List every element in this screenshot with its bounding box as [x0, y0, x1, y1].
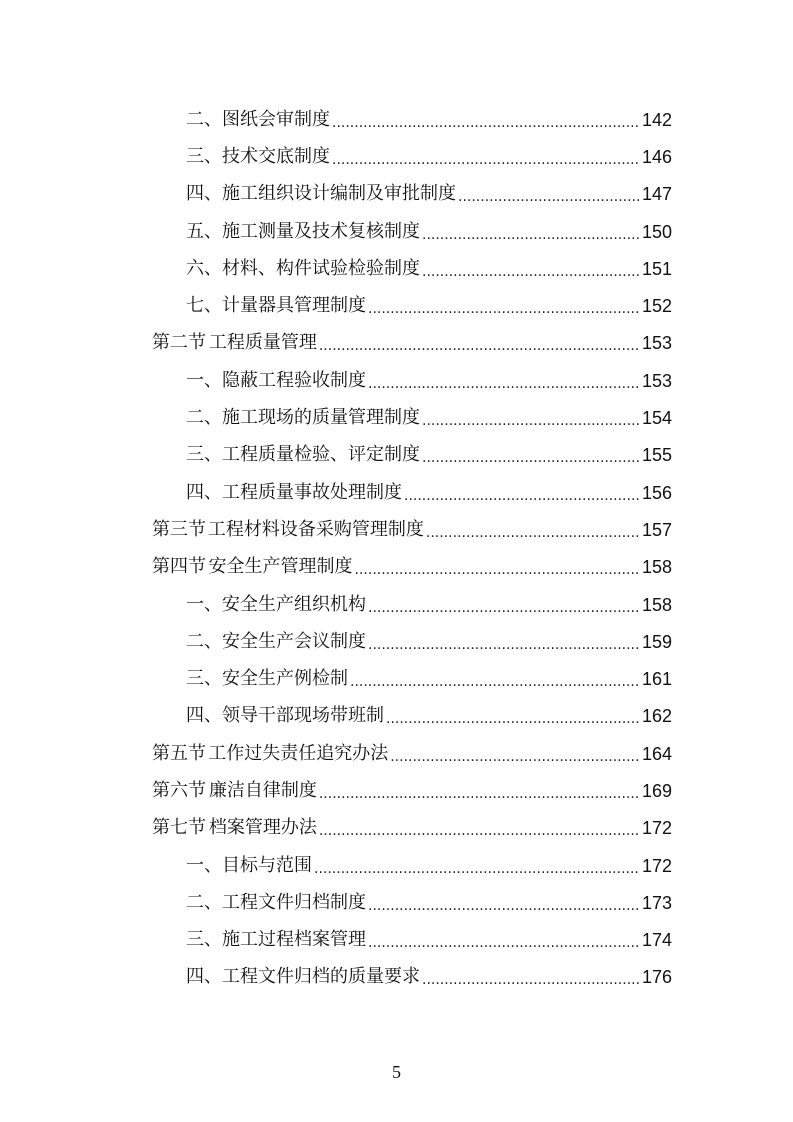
toc-subsection-entry[interactable] — [152, 847, 672, 884]
toc-subsection-entry[interactable] — [152, 474, 672, 511]
toc-subsection-entry[interactable] — [152, 176, 672, 213]
toc-entry-number: 第六节 — [152, 779, 206, 801]
toc-subsection-entry[interactable] — [152, 922, 672, 959]
toc-entry-title: 技术交底制度 — [222, 145, 330, 167]
toc-entry-title: 工程质量管理 — [208, 332, 317, 354]
toc-entry-page: 172 — [641, 855, 672, 876]
toc-entry-page: 147 — [641, 184, 672, 205]
toc-dot-leader — [368, 601, 640, 615]
toc-entry-number: 二、 — [186, 407, 222, 429]
toc-entry-title: 工程材料设备采购管理制度 — [207, 518, 424, 540]
toc-entry-number: 一、 — [186, 593, 222, 615]
toc-dot-leader — [368, 936, 640, 950]
toc-entry-title: 施工现场的质量管理制度 — [222, 407, 420, 429]
toc-dot-leader — [368, 377, 640, 391]
toc-entry-title: 安全生产组织机构 — [222, 593, 366, 615]
toc-section-entry[interactable] — [152, 325, 672, 362]
toc-entry-number: 四、 — [186, 481, 222, 503]
toc-dot-leader — [404, 489, 640, 503]
toc-subsection-entry[interactable] — [152, 362, 672, 399]
toc-entry-title: 目标与范围 — [222, 854, 312, 876]
toc-entry-title: 计量器具管理制度 — [222, 295, 366, 317]
toc-section-entry[interactable] — [152, 511, 672, 548]
toc-entry-title: 领导干部现场带班制 — [222, 705, 384, 727]
toc-dot-leader — [422, 228, 640, 242]
toc-entry-page: 176 — [641, 967, 672, 988]
toc-entry-page: 146 — [641, 146, 672, 167]
toc-dot-leader — [422, 451, 640, 465]
toc-entry-page: 151 — [641, 258, 672, 279]
toc-entry-page: 155 — [641, 445, 672, 466]
toc-entry-title: 工作过失责任追究办法 — [208, 742, 389, 764]
toc-subsection-entry[interactable] — [152, 623, 672, 660]
toc-entry-number: 第七节 — [152, 817, 206, 839]
toc-entry-number: 第五节 — [152, 742, 206, 764]
toc-entry-page: 158 — [641, 557, 672, 578]
toc-entry-number: 四、 — [186, 966, 222, 988]
toc-entry-page: 152 — [641, 296, 672, 317]
toc-dot-leader — [422, 414, 640, 428]
toc-entry-number: 三、 — [186, 145, 222, 167]
toc-dot-leader — [355, 563, 640, 577]
toc-subsection-entry[interactable] — [152, 138, 672, 175]
toc-subsection-entry[interactable] — [152, 287, 672, 324]
toc-dot-leader — [319, 787, 640, 801]
toc-entry-title: 安全生产例检制 — [222, 668, 348, 690]
toc-entry-number: 二、 — [186, 891, 222, 913]
toc-entry-page: 162 — [641, 706, 672, 727]
toc-entry-title: 施工测量及技术复核制度 — [222, 220, 420, 242]
toc-dot-leader — [390, 750, 640, 764]
toc-dot-leader — [426, 526, 640, 540]
toc-subsection-entry[interactable] — [152, 959, 672, 996]
toc-subsection-entry[interactable] — [152, 101, 672, 138]
toc-entry-number: 三、 — [186, 929, 222, 951]
toc-entry-title: 工程质量事故处理制度 — [222, 481, 402, 503]
toc-dot-leader — [332, 153, 640, 167]
toc-entry-page: 142 — [641, 109, 672, 130]
toc-dot-leader — [368, 302, 640, 316]
toc-dot-leader — [422, 265, 640, 279]
table-of-contents — [152, 101, 672, 996]
toc-entry-number: 第三节 — [152, 518, 206, 540]
toc-dot-leader — [422, 973, 640, 987]
toc-entry-title: 隐蔽工程验收制度 — [222, 369, 366, 391]
toc-subsection-entry[interactable] — [152, 213, 672, 250]
toc-dot-leader — [319, 339, 640, 353]
toc-entry-title: 安全生产管理制度 — [208, 556, 353, 578]
toc-entry-page: 169 — [641, 780, 672, 801]
toc-dot-leader — [386, 712, 640, 726]
toc-entry-page: 157 — [641, 519, 672, 540]
toc-dot-leader — [332, 116, 640, 130]
toc-subsection-entry[interactable] — [152, 884, 672, 921]
toc-entry-number: 二、 — [186, 630, 222, 652]
toc-entry-page: 164 — [641, 743, 672, 764]
toc-subsection-entry[interactable] — [152, 437, 672, 474]
toc-entry-page: 159 — [641, 631, 672, 652]
toc-entry-number: 七、 — [186, 295, 222, 317]
toc-entry-title: 工程文件归档制度 — [222, 891, 366, 913]
toc-subsection-entry[interactable] — [152, 660, 672, 697]
toc-entry-number: 六、 — [186, 257, 222, 279]
toc-entry-title: 工程文件归档的质量要求 — [222, 966, 420, 988]
toc-entry-number: 五、 — [186, 220, 222, 242]
toc-entry-number: 三、 — [186, 444, 222, 466]
toc-entry-number: 四、 — [186, 183, 222, 205]
toc-entry-page: 153 — [641, 333, 672, 354]
toc-entry-number: 二、 — [186, 108, 222, 130]
toc-dot-leader — [458, 190, 640, 204]
page-number: 5 — [392, 1062, 401, 1082]
toc-dot-leader — [368, 638, 640, 652]
toc-section-entry[interactable] — [152, 810, 672, 847]
toc-entry-title: 材料、构件试验检验制度 — [222, 257, 420, 279]
toc-entry-title: 图纸会审制度 — [222, 108, 330, 130]
toc-dot-leader — [319, 824, 640, 838]
toc-entry-page: 158 — [641, 594, 672, 615]
toc-entry-title: 档案管理办法 — [208, 817, 317, 839]
toc-entry-number: 三、 — [186, 668, 222, 690]
toc-entry-number: 第四节 — [152, 556, 206, 578]
toc-dot-leader — [350, 675, 640, 689]
toc-entry-page: 153 — [641, 370, 672, 391]
toc-entry-number: 一、 — [186, 854, 222, 876]
toc-entry-page: 172 — [641, 818, 672, 839]
toc-entry-page: 156 — [641, 482, 672, 503]
toc-section-entry[interactable] — [152, 549, 672, 586]
toc-section-entry[interactable] — [152, 772, 672, 809]
toc-entry-page: 154 — [641, 408, 672, 429]
toc-dot-leader — [314, 862, 640, 876]
toc-entry-number: 第二节 — [152, 332, 206, 354]
toc-entry-page: 150 — [641, 221, 672, 242]
toc-entry-page: 161 — [641, 669, 672, 690]
toc-dot-leader — [368, 899, 640, 913]
toc-entry-title: 安全生产会议制度 — [222, 630, 366, 652]
toc-entry-title: 廉洁自律制度 — [208, 779, 317, 801]
toc-section-entry[interactable] — [152, 735, 672, 772]
toc-subsection-entry[interactable] — [152, 586, 672, 623]
toc-entry-number: 一、 — [186, 369, 222, 391]
toc-entry-title: 施工过程档案管理 — [222, 929, 366, 951]
toc-entry-number: 四、 — [186, 705, 222, 727]
toc-subsection-entry[interactable] — [152, 698, 672, 735]
toc-entry-title: 工程质量检验、评定制度 — [222, 444, 420, 466]
toc-entry-page: 174 — [641, 930, 672, 951]
toc-entry-title: 施工组织设计编制及审批制度 — [222, 183, 456, 205]
toc-subsection-entry[interactable] — [152, 399, 672, 436]
toc-entry-page: 173 — [641, 892, 672, 913]
toc-subsection-entry[interactable] — [152, 250, 672, 287]
